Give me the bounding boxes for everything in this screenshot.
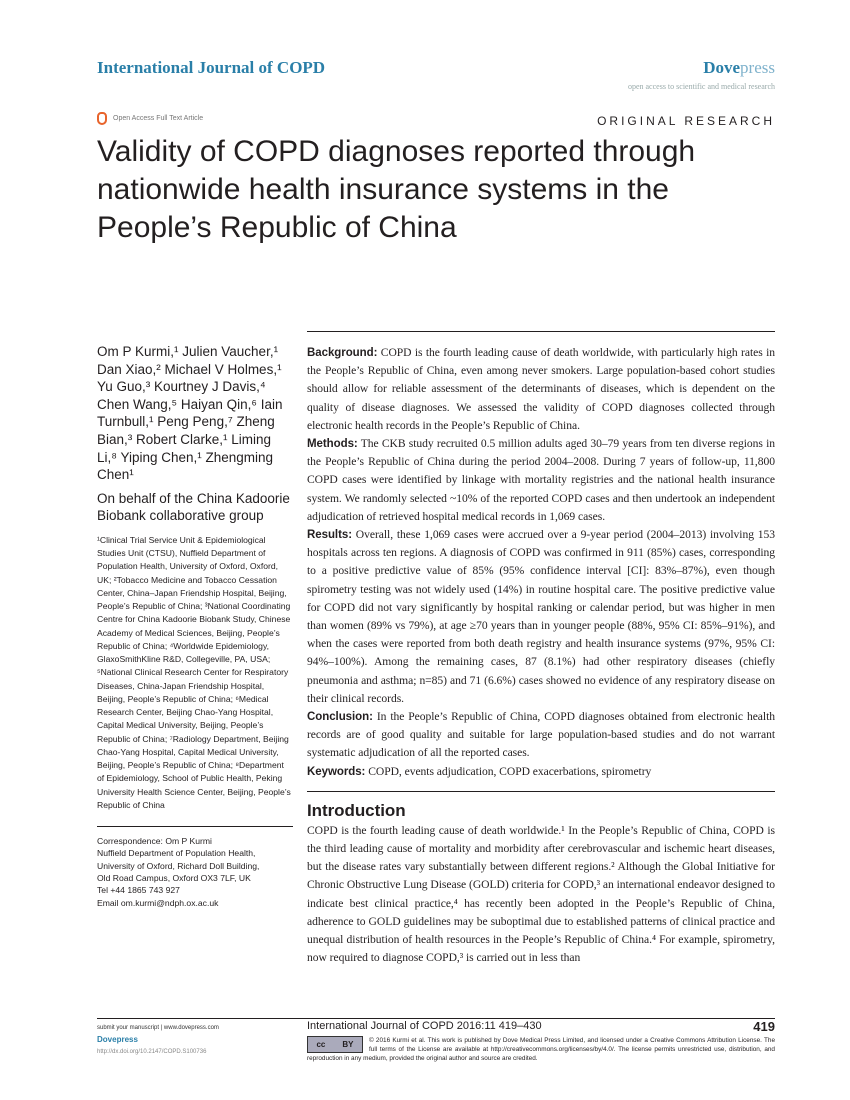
affiliations: ¹Clinical Trial Service Unit & Epidemiological Studies Unit (CTSU), Nuffield Department of Population Health, University of Oxford, Oxford, UK; ²Tobacco Medicine and Tobacco Cessation Center, China–Japan Friendship Hospital, Beijing, People’s Republic of China; ³National Coordinating Centre for China Kadoorie Biobank Study, Chinese Academy of Medical Sciences, Beijing, People’s Republic of China; ⁴Worldwide Epidemiology, GlaxoSmithKline R&D, Collegeville, PA, USA; ⁵National Clinical Research Center for Respiratory Diseases, China-Japan Friendship Hospital, Beijing, People’s Republic of China; ⁶Medical Research Center, Beijing Chao-Yang Hospital, Capital Medical University, Beijing, People’s Republic of China; ⁷Radiology Department, Beijing Chao-Yang Hospital, Capital Medical University, Beijing, People’s Republic of China; ⁸Department of Epidemiology, School of Public Health, Peking University Health Science Center, Beijing, People’s Republic of China xyxy=(97,534,291,810)
abstract-divider xyxy=(307,331,775,332)
abstract-conclusion xyxy=(307,708,775,763)
license-text: © 2016 Kurmi et al. This work is published by Dove Medical Press Limited, and licensed under a Creative Commons Attribution License. The full terms of the License are available at http://creativecommons.org/licenses/by/4.0/. The license permits unrestricted use, distribution, and reproduction in any medium, provided the original author and source are credited. xyxy=(307,1037,775,1062)
footer-publisher: Dovepress xyxy=(97,1035,138,1044)
intro-divider xyxy=(307,791,775,792)
article-type: ORIGINAL RESEARCH xyxy=(597,114,775,128)
correspondence-line: Correspondence: Om P Kurmi xyxy=(97,836,212,847)
correspondence xyxy=(97,835,293,909)
collaborative-group: On behalf of the China Kadoorie Biobank collaborative group xyxy=(97,490,290,524)
doi-link[interactable]: http://dx.doi.org/10.2147/COPD.S100736 xyxy=(97,1049,207,1055)
section-label: Results: xyxy=(307,529,352,542)
footer-left xyxy=(97,1022,287,1058)
left-column xyxy=(97,343,293,909)
publisher-logo-b: press xyxy=(740,58,775,77)
correspondence-line: Old Road Campus, Oxford OX3 7LF, UK xyxy=(97,873,251,884)
citation: International Journal of COPD 2016:11 419–430 xyxy=(307,1020,542,1032)
open-access-label xyxy=(97,112,203,125)
section-label: Conclusion: xyxy=(307,711,373,724)
article-title: Validity of COPD diagnoses reported through nationwide health insurance systems in the People’s Republic of China xyxy=(97,135,696,244)
abstract-keywords xyxy=(307,763,775,781)
section-label: Background: xyxy=(307,347,378,359)
open-access-text: Open Access Full Text Article xyxy=(113,115,204,122)
submit-link[interactable]: submit your manuscript | www.dovepress.com xyxy=(97,1025,219,1031)
section-label: Methods: xyxy=(307,438,358,451)
publisher-logo-a: Dove xyxy=(703,58,741,77)
abstract-background xyxy=(307,344,775,435)
footer-divider xyxy=(97,1018,775,1019)
section-text: Overall, these 1,069 cases were accrued over a 9-year period (2004–2013) involving 153 hospitals across ten regions. A diagnosis of COPD was confirmed in 911 (85%) cases, corresponding to a positive predictive value of 85% (95% confidence interval [CI]: 83%–87%), even though spirometry testing was not widely used (14%) in routine hospital care. The positive predictive value for COPD did not vary significantly by hospital ranking or calendar period, but was higher in men than women (89% vs 79%), at age ≥70 years than in younger people (88%, 95% CI: 85%–91%), and when the cases were reported from both death registry and health insurance systems (97%, 95% CI: 94%–100%). Among the remaining cases, 87 (8.1%) had other respiratory diseases (chiefly pneumonia and asthma; n=85) and 71 (6.6%) cases showed no evidence of any respiratory disease on their clinical records. xyxy=(307,528,775,705)
abstract-methods xyxy=(307,435,775,526)
section-text: In the People’s Republic of China, COPD diagnoses obtained from electronic health records are of good quality and suitable for large population-based studies and do not warrant systematic adjudication of all the reported cases. xyxy=(307,710,775,760)
correspondence-line: Tel +44 1865 743 927 xyxy=(97,885,180,896)
section-text: COPD, events adjudication, COPD exacerbations, spirometry xyxy=(365,764,652,778)
cc-by-license-icon[interactable] xyxy=(307,1036,363,1053)
publisher-logo xyxy=(703,58,775,78)
introduction-text: COPD is the fourth leading cause of death worldwide.¹ In the People’s Republic of China, COPD is the third leading cause of mortality and morbidity after cerebrovascular and ischemic heart diseases, but the disease rates vary substantially between different regions.² Although the Global Initiative for Chronic Obstructive Lung Disease (GOLD) criteria for COPD,³ an international endeavor designed to indicate best clinical practice,⁴ has recently been adopted in the People’s Republic of China, adherence to GOLD guidelines may be suboptimal due to established patterns of clinical practice and unequal distribution of health resources in the People’s Republic of China.⁴ For example, spirometry, now required to diagnose COPD,³ is carried out in less than xyxy=(307,823,775,965)
journal-name: International Journal of COPD xyxy=(97,58,326,77)
introduction-heading: Introduction xyxy=(307,800,406,820)
publisher-tagline: open access to scientific and medical research xyxy=(627,82,775,91)
section-text: COPD is the fourth leading cause of death worldwide, with particularly high rates in the People’s Republic of China, even among never smokers. Large population-based cohort studies should allow for reliable assessment of the determinants of diseases, which is dependent on the quality of disease diagnoses. We assessed the validity of COPD diagnoses collected through electronic health records in the People’s Republic of China. xyxy=(307,346,775,432)
author-list: Om P Kurmi,¹ Julien Vaucher,¹ Dan Xiao,² Michael V Holmes,¹ Yu Guo,³ Kourtney J Davis,⁴ Chen Wang,⁵ Haiyan Qin,⁶ Iain Turnbull,¹ Peng Peng,⁷ Zheng Bian,³ Robert Clarke,¹ Liming Li,⁸ Yiping Chen,¹ Zhengming Chen¹ xyxy=(97,344,283,483)
correspondence-email[interactable]: Email om.kurmi@ndph.ox.ac.uk xyxy=(97,897,219,908)
cc-icon: cc xyxy=(316,1040,326,1049)
license-block xyxy=(307,1036,775,1063)
correspondence-line: Nuffield Department of Population Health, xyxy=(97,848,256,859)
abstract-results xyxy=(307,526,775,708)
section-label: Keywords: xyxy=(307,765,366,778)
correspondence-divider xyxy=(97,826,293,827)
section-text: The CKB study recruited 0.5 million adults aged 30–79 years from ten diverse regions in the People’s Republic of China during the period 2004–2008. During 7 years of follow-up, 11,800 COPD cases were identified by linkage with mortality registries and the national health insurance system. We randomly selected ~10% of the reported COPD cases and then undertook an independent adjudication of retrieved hospital medical records in 1,069 cases. xyxy=(307,437,775,523)
correspondence-line: University of Oxford, Richard Doll Building, xyxy=(97,860,260,871)
open-access-lock-icon xyxy=(97,112,107,125)
page-number: 419 xyxy=(753,1019,775,1034)
by-icon: BY xyxy=(342,1040,354,1049)
main-column xyxy=(307,344,775,968)
